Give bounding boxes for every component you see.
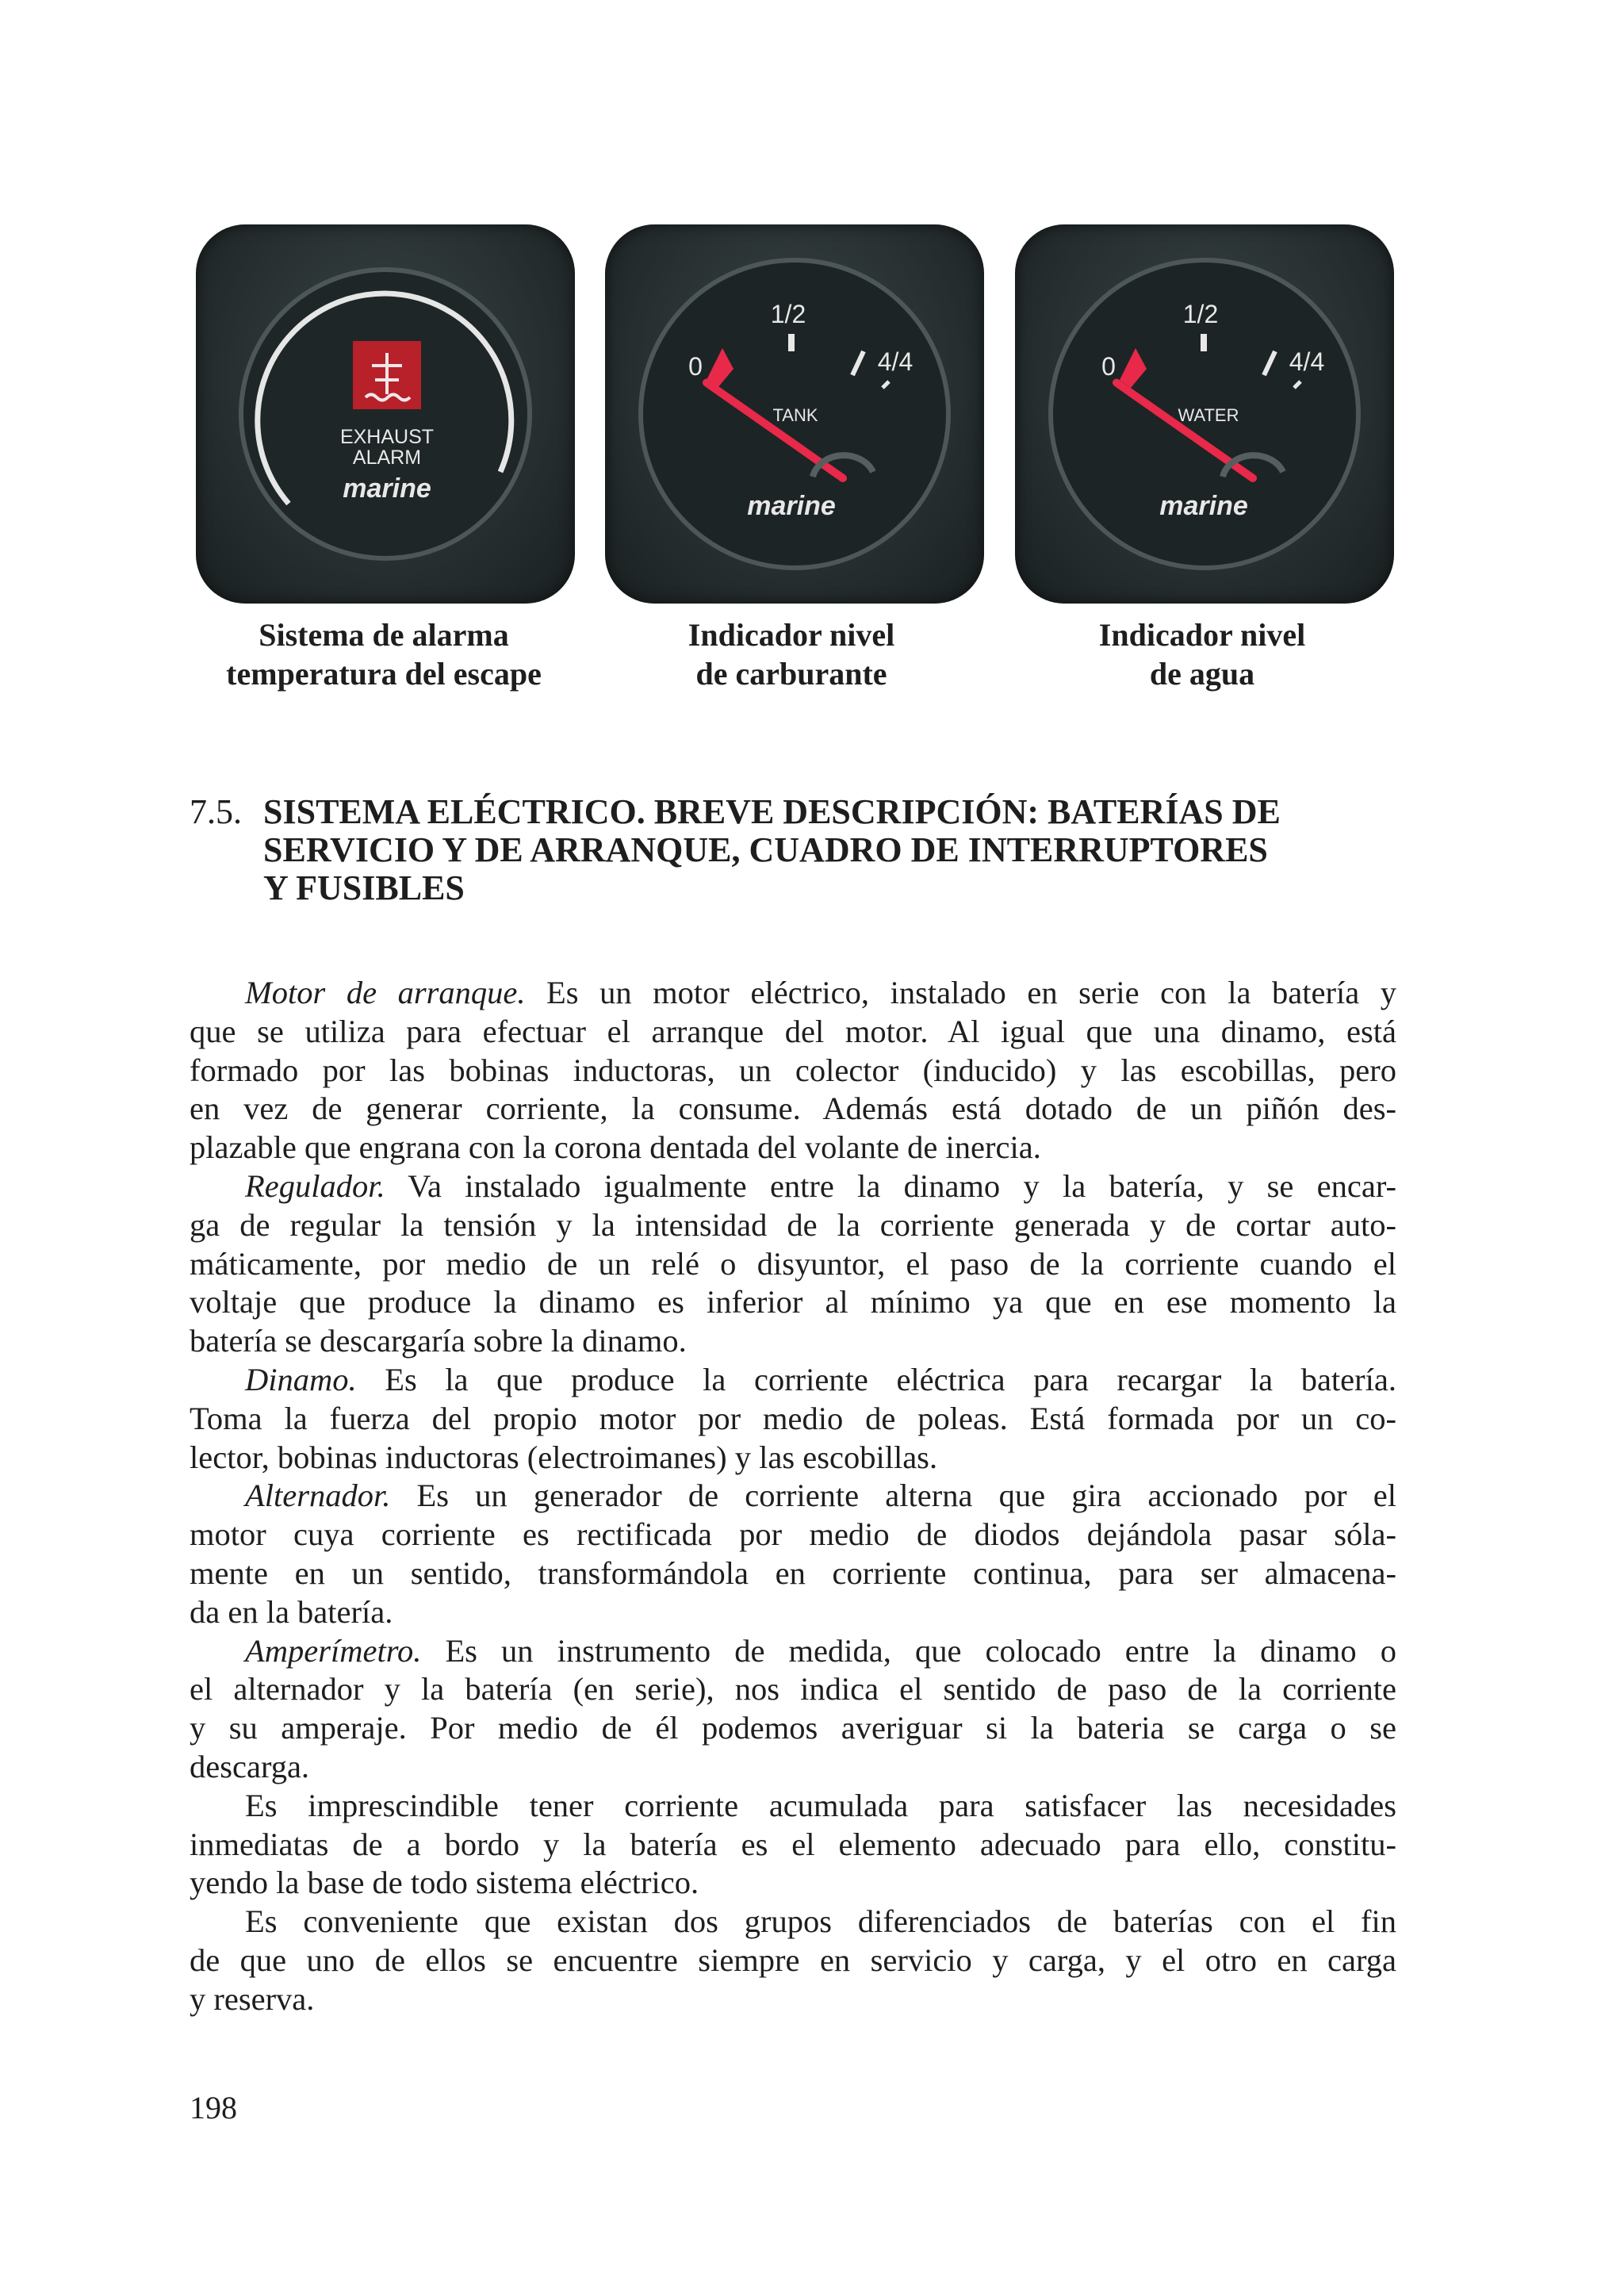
paragraph-line — [190, 1129, 1396, 1167]
paragraph-text: formado por las bobinas inductoras, un colector (inducido) y las escobillas, pero — [190, 1052, 1396, 1088]
paragraph-line — [190, 1554, 1396, 1593]
exhaust-label: EXHAUST — [339, 426, 435, 448]
paragraph-text: Va instalado igualmente entre la dinamo y la batería, y se encar- — [385, 1167, 1396, 1204]
paragraph-line — [190, 1593, 1396, 1632]
paragraph-line — [190, 1903, 1396, 1941]
section-title-line: SERVICIO Y DE ARRANQUE, CUADRO DE INTERRUPTORES — [263, 830, 1268, 869]
paragraph-text: lector, bobinas inductoras (electroimanes) y las escobillas. — [190, 1439, 938, 1475]
paragraph-term: Dinamo. — [245, 1361, 357, 1397]
paragraph-line — [190, 1013, 1396, 1052]
paragraph-line — [190, 1283, 1396, 1322]
paragraph-line — [190, 1245, 1396, 1284]
section-title — [263, 793, 1395, 907]
caption-water-level — [980, 615, 1424, 693]
body-text — [190, 974, 1396, 2019]
paragraph-text: yendo la base de todo sistema eléctrico. — [190, 1865, 699, 1901]
paragraph-text: Es conveniente que existan dos grupos diferenciados de baterías con el fin — [245, 1903, 1396, 1940]
paragraph-text: Es imprescindible tener corriente acumulada para satisfacer las necesidades — [245, 1787, 1396, 1823]
alarm-label: ALARM — [352, 447, 422, 469]
paragraph-line — [190, 1167, 1396, 1206]
paragraph — [190, 1632, 1396, 1787]
paragraph-line — [190, 1400, 1396, 1439]
paragraph-text: máticamente, por medio de un relé o disyuntor, el paso de la corriente cuando el — [190, 1245, 1396, 1282]
paragraph-text: plazable que engrana con la corona dentada del volante de inercia. — [190, 1129, 1041, 1166]
paragraph-text: ga de regular la tensión y la intensidad de la corriente generada y de cortar auto- — [190, 1206, 1396, 1243]
paragraph-line — [190, 1052, 1396, 1091]
paragraph-text: da en la batería. — [190, 1593, 393, 1630]
tank-label: TANK — [772, 405, 818, 425]
paragraph-text: que se utiliza para efectuar el arranque del motor. Al igual que una dinamo, está — [190, 1013, 1396, 1049]
paragraph-line — [190, 1787, 1396, 1826]
paragraph — [190, 1903, 1396, 2018]
scale-empty-label: 0 — [1101, 352, 1116, 381]
paragraph-text: y reserva. — [190, 1980, 315, 2017]
water-label: WATER — [1178, 405, 1239, 425]
paragraph-text: motor cuya corriente es rectificada por medio de diodos dejándola pasar sóla- — [190, 1516, 1396, 1553]
section-number: 7.5. — [190, 792, 242, 831]
scale-half-label: 1/2 — [770, 300, 806, 328]
paragraph-line — [190, 1864, 1396, 1903]
paragraph-text: de que uno de ellos se encuentre siempre en servicio y carga, y el otro en carga — [190, 1941, 1396, 1978]
paragraph-term: Alternador. — [245, 1478, 391, 1514]
paragraph-term: Amperímetro. — [245, 1632, 422, 1669]
paragraph-line — [190, 1361, 1396, 1400]
paragraph-text: batería se descargaría sobre la dinamo. — [190, 1323, 687, 1359]
paragraph — [190, 1167, 1396, 1361]
scale-full-label: 4/4 — [1289, 347, 1325, 376]
paragraph-text: voltaje que produce la dinamo es inferior al mínimo ya que en ese momento la — [190, 1284, 1396, 1320]
paragraph — [190, 1361, 1396, 1477]
page-number: 198 — [190, 2090, 237, 2125]
caption-line: de agua — [1149, 656, 1255, 692]
paragraph-text: el alternador y la batería (en serie), nos indica el sentido de paso de la corriente — [190, 1671, 1396, 1708]
paragraph-term: Regulador. — [245, 1167, 385, 1204]
section-title-line: Y FUSIBLES — [263, 868, 465, 907]
exhaust-alarm-dial — [196, 224, 575, 604]
caption-fuel-level — [569, 615, 1013, 693]
brand-logo-text: marine — [1159, 491, 1248, 521]
scale-half-label: 1/2 — [1182, 300, 1219, 328]
paragraph-line — [190, 1748, 1396, 1787]
brand-logo-text: marine — [747, 491, 836, 521]
section-title-line: SISTEMA ELÉCTRICO. BREVE DESCRIPCIÓN: BATERÍAS DE — [263, 792, 1281, 831]
paragraph-line — [190, 1090, 1396, 1129]
section-heading — [190, 793, 1395, 907]
caption-line: de carburante — [695, 656, 887, 692]
paragraph-line — [190, 1709, 1396, 1748]
scale-half-tick — [788, 334, 795, 351]
scale-half-tick — [1201, 334, 1207, 351]
paragraph-text: Es un instrumento de medida, que colocado entre la dinamo o — [421, 1632, 1396, 1669]
fuel-level-dial — [605, 224, 984, 604]
paragraph-line — [190, 1516, 1396, 1554]
paragraph-line — [190, 1980, 1396, 2019]
scale-empty-label: 0 — [688, 352, 703, 381]
caption-line: Indicador nivel — [1098, 617, 1306, 653]
paragraph-line — [190, 1477, 1396, 1516]
paragraph-term: Motor de arranque. — [245, 975, 526, 1010]
paragraph — [190, 1477, 1396, 1631]
paragraph-line — [190, 1670, 1396, 1709]
exhaust-alarm-gauge — [196, 224, 575, 604]
fuel-level-gauge — [605, 224, 984, 604]
paragraph-text: Es un generador de corriente alterna que gira accionado por el — [390, 1478, 1396, 1514]
brand-logo-text: marine — [343, 473, 431, 504]
paragraph-text: en vez de generar corriente, la consume. Además está dotado de un piñón des- — [190, 1091, 1396, 1127]
paragraph-text: y su amperaje. Por medio de él podemos averiguar si la bateria se carga o se — [190, 1710, 1396, 1746]
paragraph-line — [190, 1206, 1396, 1245]
paragraph — [190, 1787, 1396, 1903]
water-level-gauge — [1015, 224, 1394, 604]
paragraph-line — [190, 1826, 1396, 1865]
caption-line: Indicador nivel — [688, 617, 895, 653]
paragraph-line — [190, 1632, 1396, 1671]
paragraph-text: Es un motor eléctrico, instalado en serie con la batería y — [525, 975, 1396, 1010]
paragraph-line — [190, 1322, 1396, 1361]
caption-line: temperatura del escape — [226, 656, 542, 692]
paragraph-text: Toma la fuerza del propio motor por medio de poleas. Está formada por un co- — [190, 1400, 1396, 1436]
paragraph-line — [190, 1439, 1396, 1478]
paragraph-line — [190, 974, 1396, 1013]
paragraph-text: Es la que produce la corriente eléctrica para recargar la batería. — [356, 1361, 1396, 1397]
paragraph-text: mente en un sentido, transformándola en corriente continua, para ser almacena- — [190, 1554, 1396, 1591]
paragraph-line — [190, 1941, 1396, 1980]
caption-line: Sistema de alarma — [259, 617, 509, 653]
paragraph-text: inmediatas de a bordo y la batería es el elemento adecuado para ello, constitu- — [190, 1826, 1396, 1862]
paragraph-text: descarga. — [190, 1748, 310, 1784]
water-level-dial — [1015, 224, 1394, 604]
scale-full-label: 4/4 — [877, 347, 914, 376]
caption-exhaust-alarm — [162, 615, 606, 693]
paragraph — [190, 974, 1396, 1167]
